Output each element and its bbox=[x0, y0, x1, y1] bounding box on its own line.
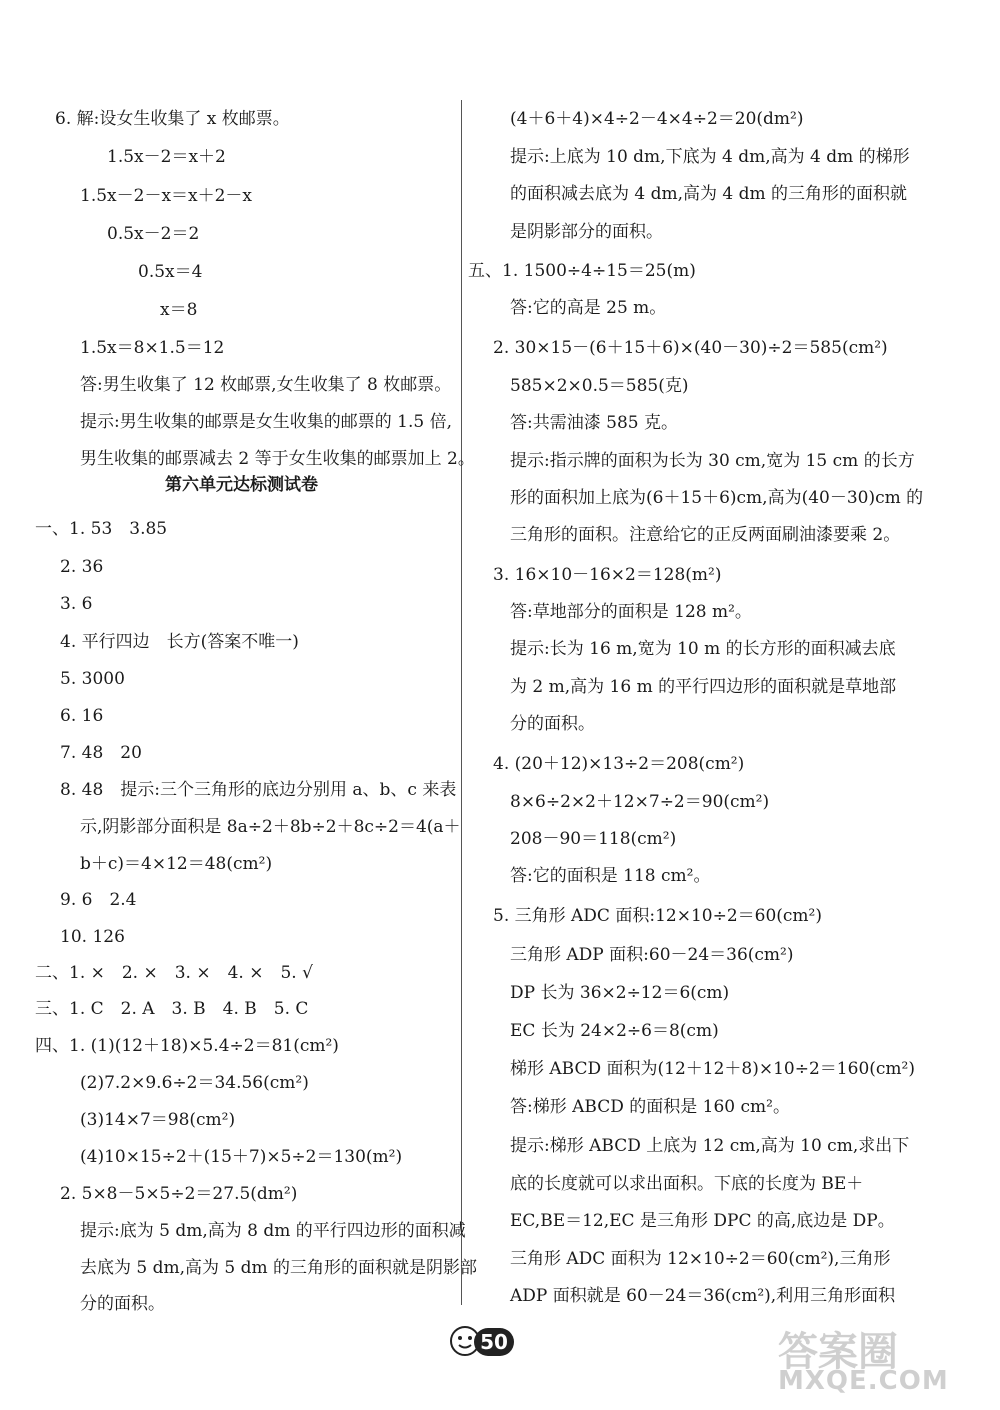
left-column-line: x＝8 bbox=[160, 300, 198, 320]
left-column-line: 10. 126 bbox=[60, 927, 125, 947]
left-column-line: (3)14×7＝98(cm²) bbox=[80, 1110, 236, 1130]
left-column-line: 去底为 5 dm,高为 5 dm 的三角形的面积就是阴影部 bbox=[80, 1258, 478, 1278]
left-column-line: 6. 16 bbox=[60, 706, 104, 726]
watermark bbox=[768, 1320, 978, 1400]
left-column-line: 9. 6 2.4 bbox=[60, 890, 137, 910]
right-column-line: EC 长为 24×2÷6＝8(cm) bbox=[510, 1021, 719, 1041]
page-number: 50 bbox=[474, 1328, 514, 1356]
left-column-line: 2. 36 bbox=[60, 557, 104, 577]
right-column-line: 4. (20＋12)×13÷2＝208(cm²) bbox=[493, 754, 745, 774]
right-column-line: 提示:长为 16 m,宽为 10 m 的长方形的面积减去底 bbox=[510, 639, 896, 659]
left-column-line: 3. 6 bbox=[60, 594, 93, 614]
right-column-line: 是阴影部分的面积。 bbox=[510, 222, 663, 242]
section-title: 第六单元达标测试卷 bbox=[165, 475, 318, 495]
right-column-line: 提示:上底为 10 dm,下底为 4 dm,高为 4 dm 的梯形 bbox=[510, 147, 910, 167]
left-column-line: 1.5x－2＝x＋2 bbox=[107, 147, 226, 167]
right-column-line: 五、1. 1500÷4÷15＝25(m) bbox=[468, 261, 696, 281]
left-column-line: 答:男生收集了 12 枚邮票,女生收集了 8 枚邮票。 bbox=[80, 375, 452, 395]
left-column-line: b＋c)＝4×12＝48(cm²) bbox=[80, 854, 273, 874]
left-column-line: 2. 5×8－5×5÷2＝27.5(dm²) bbox=[60, 1184, 298, 1204]
left-column-line: 男生收集的邮票减去 2 等于女生收集的邮票加上 2。 bbox=[80, 449, 475, 469]
watermark-url: MXQE.COM bbox=[778, 1366, 949, 1396]
right-column-line: ADP 面积就是 60－24＝36(cm²),利用三角形面积 bbox=[510, 1286, 896, 1306]
left-column-line: (2)7.2×9.6÷2＝34.56(cm²) bbox=[80, 1073, 309, 1093]
left-column-line: (4)10×15÷2＋(15＋7)×5÷2＝130(m²) bbox=[80, 1147, 403, 1167]
right-column-line: 三角形 ADC 面积为 12×10÷2＝60(cm²),三角形 bbox=[510, 1249, 891, 1269]
right-column-line: 答:它的面积是 118 cm²。 bbox=[510, 866, 711, 886]
page-number-badge bbox=[448, 1322, 520, 1362]
right-column-line: 形的面积加上底为(6＋15＋6)cm,高为(40－30)cm 的 bbox=[510, 488, 924, 508]
left-column-line: 示,阴影部分面积是 8a÷2＋8b÷2＋8c÷2＝4(a＋ bbox=[80, 817, 461, 837]
left-column-line: 一、1. 53 3.85 bbox=[35, 519, 168, 539]
watermark-logo: 答案圈 bbox=[778, 1329, 898, 1375]
right-column-line: (4＋6＋4)×4÷2－4×4÷2＝20(dm²) bbox=[510, 109, 804, 129]
column-divider bbox=[461, 100, 462, 1305]
right-column-line: 提示:指示牌的面积为长为 30 cm,宽为 15 cm 的长方 bbox=[510, 451, 915, 471]
left-column-line: 四、1. (1)(12＋18)×5.4÷2＝81(cm²) bbox=[35, 1036, 339, 1056]
left-column-line: 5. 3000 bbox=[60, 669, 125, 689]
left-column-line: 1.5x－2－x＝x＋2－x bbox=[80, 186, 253, 206]
right-column-line: 2. 30×15－(6＋15＋6)×(40－30)÷2＝585(cm²) bbox=[493, 338, 888, 358]
left-column-line: 1.5x＝8×1.5＝12 bbox=[80, 338, 225, 358]
right-column-line: 答:它的高是 25 m。 bbox=[510, 298, 667, 318]
right-column-line: 答:梯形 ABCD 的面积是 160 cm²。 bbox=[510, 1097, 790, 1117]
left-column-line: 0.5x＝4 bbox=[138, 262, 203, 282]
left-column-line: 二、1. × 2. × 3. × 4. × 5. √ bbox=[35, 963, 313, 983]
left-column-line: 7. 48 20 bbox=[60, 743, 142, 763]
left-column-line: 分的面积。 bbox=[80, 1294, 165, 1314]
right-column-line: 底的长度就可以求出面积。下底的长度为 BE＋ bbox=[510, 1174, 864, 1194]
right-column-line: 的面积减去底为 4 dm,高为 4 dm 的三角形的面积就 bbox=[510, 184, 908, 204]
right-column-line: 3. 16×10－16×2＝128(m²) bbox=[493, 565, 722, 585]
left-column-line: 0.5x－2＝2 bbox=[107, 224, 200, 244]
right-column-line: 三角形的面积。注意给它的正反两面刷油漆要乘 2。 bbox=[510, 525, 901, 545]
right-column-line: 8×6÷2×2＋12×7÷2＝90(cm²) bbox=[510, 792, 770, 812]
right-column-line: EC,BE＝12,EC 是三角形 DPC 的高,底边是 DP。 bbox=[510, 1211, 895, 1231]
right-column-line: DP 长为 36×2÷12＝6(cm) bbox=[510, 983, 730, 1003]
left-column-line: 三、1. C 2. A 3. B 4. B 5. C bbox=[35, 999, 309, 1019]
right-column-line: 梯形 ABCD 面积为(12＋12＋8)×10÷2＝160(cm²) bbox=[510, 1059, 915, 1079]
left-column-line: 8. 48 提示:三个三角形的底边分别用 a、b、c 来表 bbox=[60, 780, 457, 800]
left-column-line: 6. 解:设女生收集了 x 枚邮票。 bbox=[55, 109, 290, 129]
right-column-line: 三角形 ADP 面积:60－24＝36(cm²) bbox=[510, 945, 794, 965]
right-column-line: 585×2×0.5＝585(克) bbox=[510, 376, 689, 396]
right-column-line: 答:共需油漆 585 克。 bbox=[510, 413, 678, 433]
right-column-line: 5. 三角形 ADC 面积:12×10÷2＝60(cm²) bbox=[493, 906, 822, 926]
left-column-line: 提示:底为 5 dm,高为 8 dm 的平行四边形的面积减 bbox=[80, 1221, 466, 1241]
left-column-line: 提示:男生收集的邮票是女生收集的邮票的 1.5 倍, bbox=[80, 412, 452, 432]
right-column-line: 提示:梯形 ABCD 上底为 12 cm,高为 10 cm,求出下 bbox=[510, 1136, 910, 1156]
right-column-line: 答:草地部分的面积是 128 m²。 bbox=[510, 602, 752, 622]
right-column-line: 分的面积。 bbox=[510, 714, 595, 734]
left-column-line: 4. 平行四边 长方(答案不唯一) bbox=[60, 632, 299, 652]
right-column-line: 为 2 m,高为 16 m 的平行四边形的面积就是草地部 bbox=[510, 677, 897, 697]
right-column-line: 208－90＝118(cm²) bbox=[510, 829, 677, 849]
